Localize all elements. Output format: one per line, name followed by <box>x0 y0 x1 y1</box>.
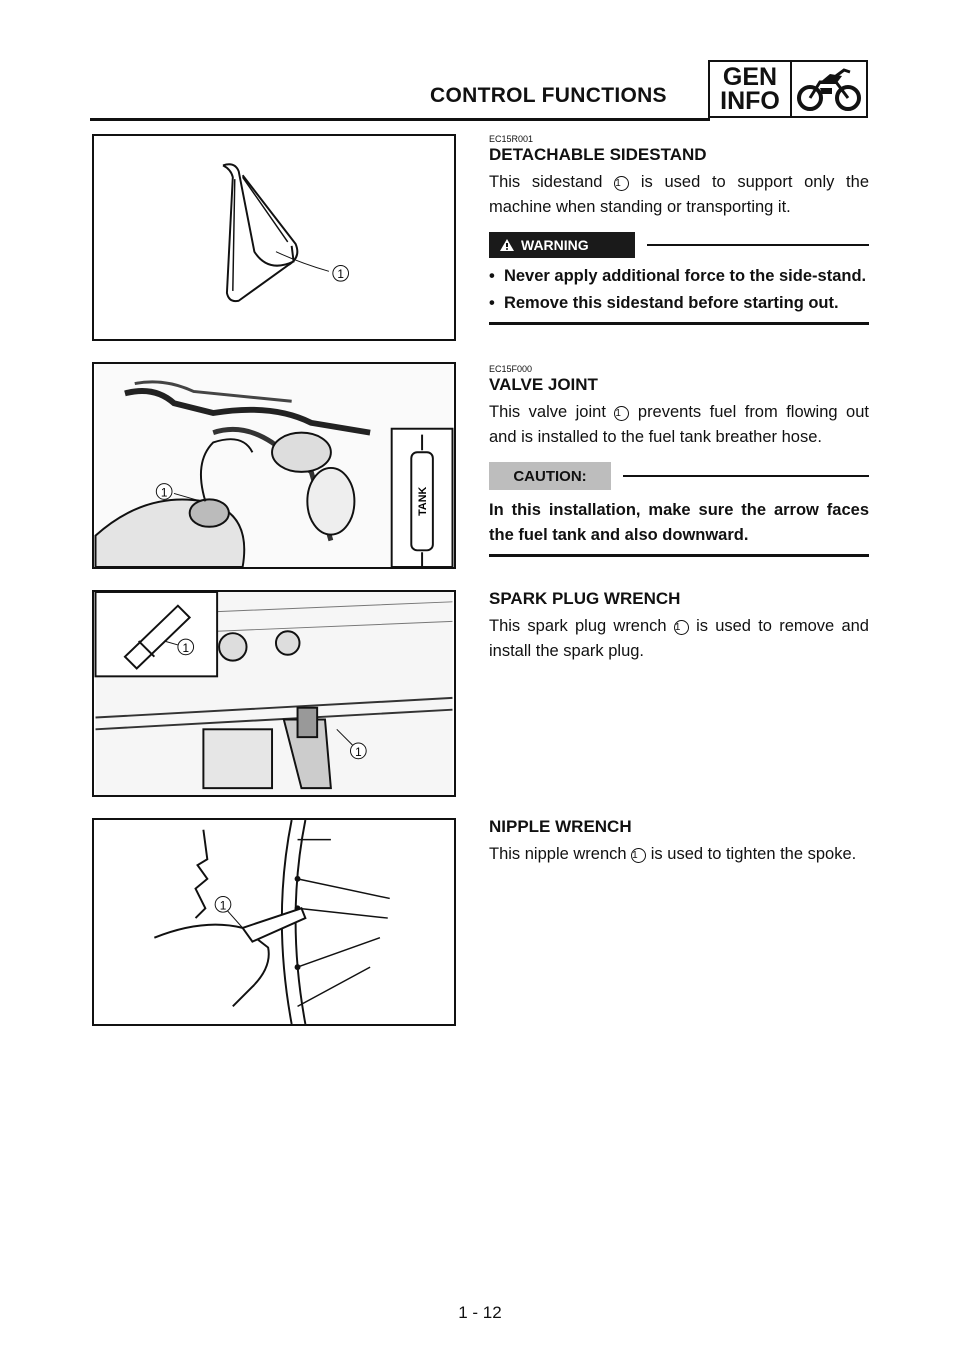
badge-text <box>710 62 792 116</box>
section-heading: SPARK PLUG WRENCH <box>489 589 681 608</box>
warning-bullet: • Remove this sidestand before starting out. <box>489 294 839 312</box>
section-body: This valve joint 1 prevents fuel from flowing out and is installed to the fuel tank breather hose. <box>489 403 869 446</box>
warning-bullet: • Never apply additional force to the side-stand. <box>489 267 867 285</box>
reference-number: 1 <box>614 176 629 191</box>
notice-rule <box>647 244 869 246</box>
nipple-wrench-section <box>489 816 869 867</box>
reference-number: 1 <box>674 620 689 635</box>
figure-callout: 1 <box>337 268 344 282</box>
figure-callout: 1 <box>355 745 362 759</box>
notice-end-rule <box>489 554 869 557</box>
page-number: 1 - 12 <box>458 1303 502 1322</box>
notice-end-rule <box>489 322 869 325</box>
section-body: This nipple wrench 1 is used to tighten the spoke. <box>489 845 857 863</box>
warning-icon <box>499 238 515 252</box>
badge-line1: GEN <box>722 63 778 91</box>
figure-callout: 1 <box>219 899 227 913</box>
spark-plug-section <box>489 588 869 664</box>
warning-label: WARNING <box>489 232 635 258</box>
section-heading: VALVE JOINT <box>489 375 598 394</box>
section-heading: NIPPLE WRENCH <box>489 817 632 836</box>
section-code: EC15R001 <box>489 134 534 144</box>
caution-label: CAUTION: <box>489 462 611 490</box>
sidestand-figure <box>92 134 456 341</box>
figure-callout: 1 <box>182 641 190 655</box>
valve-joint-section <box>489 364 869 557</box>
reference-number: 1 <box>614 406 629 421</box>
nipple-wrench-figure <box>92 818 456 1026</box>
section-badge <box>708 60 868 118</box>
section-body: This spark plug wrench 1 is used to remove and install the spark plug. <box>489 617 869 660</box>
spark-plug-wrench-figure <box>92 590 456 797</box>
header-rule <box>90 118 710 121</box>
notice-rule <box>623 475 869 477</box>
valve-joint-figure <box>92 362 456 569</box>
section-heading: DETACHABLE SIDESTAND <box>489 145 707 164</box>
section-body: This sidestand 1 is used to support only the machine when standing or transporting it. <box>489 173 869 216</box>
figure-callout: 1 <box>160 486 168 500</box>
tank-label: TANK <box>417 486 430 516</box>
page-title: CONTROL FUNCTIONS <box>430 84 667 107</box>
badge-line2: INFO <box>720 87 780 115</box>
section-code: EC15F000 <box>489 364 533 374</box>
reference-number: 1 <box>631 848 646 863</box>
caution-notice <box>489 462 869 490</box>
motorcycle-icon <box>792 62 866 116</box>
warning-notice <box>489 232 869 258</box>
sidestand-section <box>489 134 869 325</box>
caution-text: In this installation, make sure the arrow faces the fuel tank and also downward. <box>489 501 869 544</box>
